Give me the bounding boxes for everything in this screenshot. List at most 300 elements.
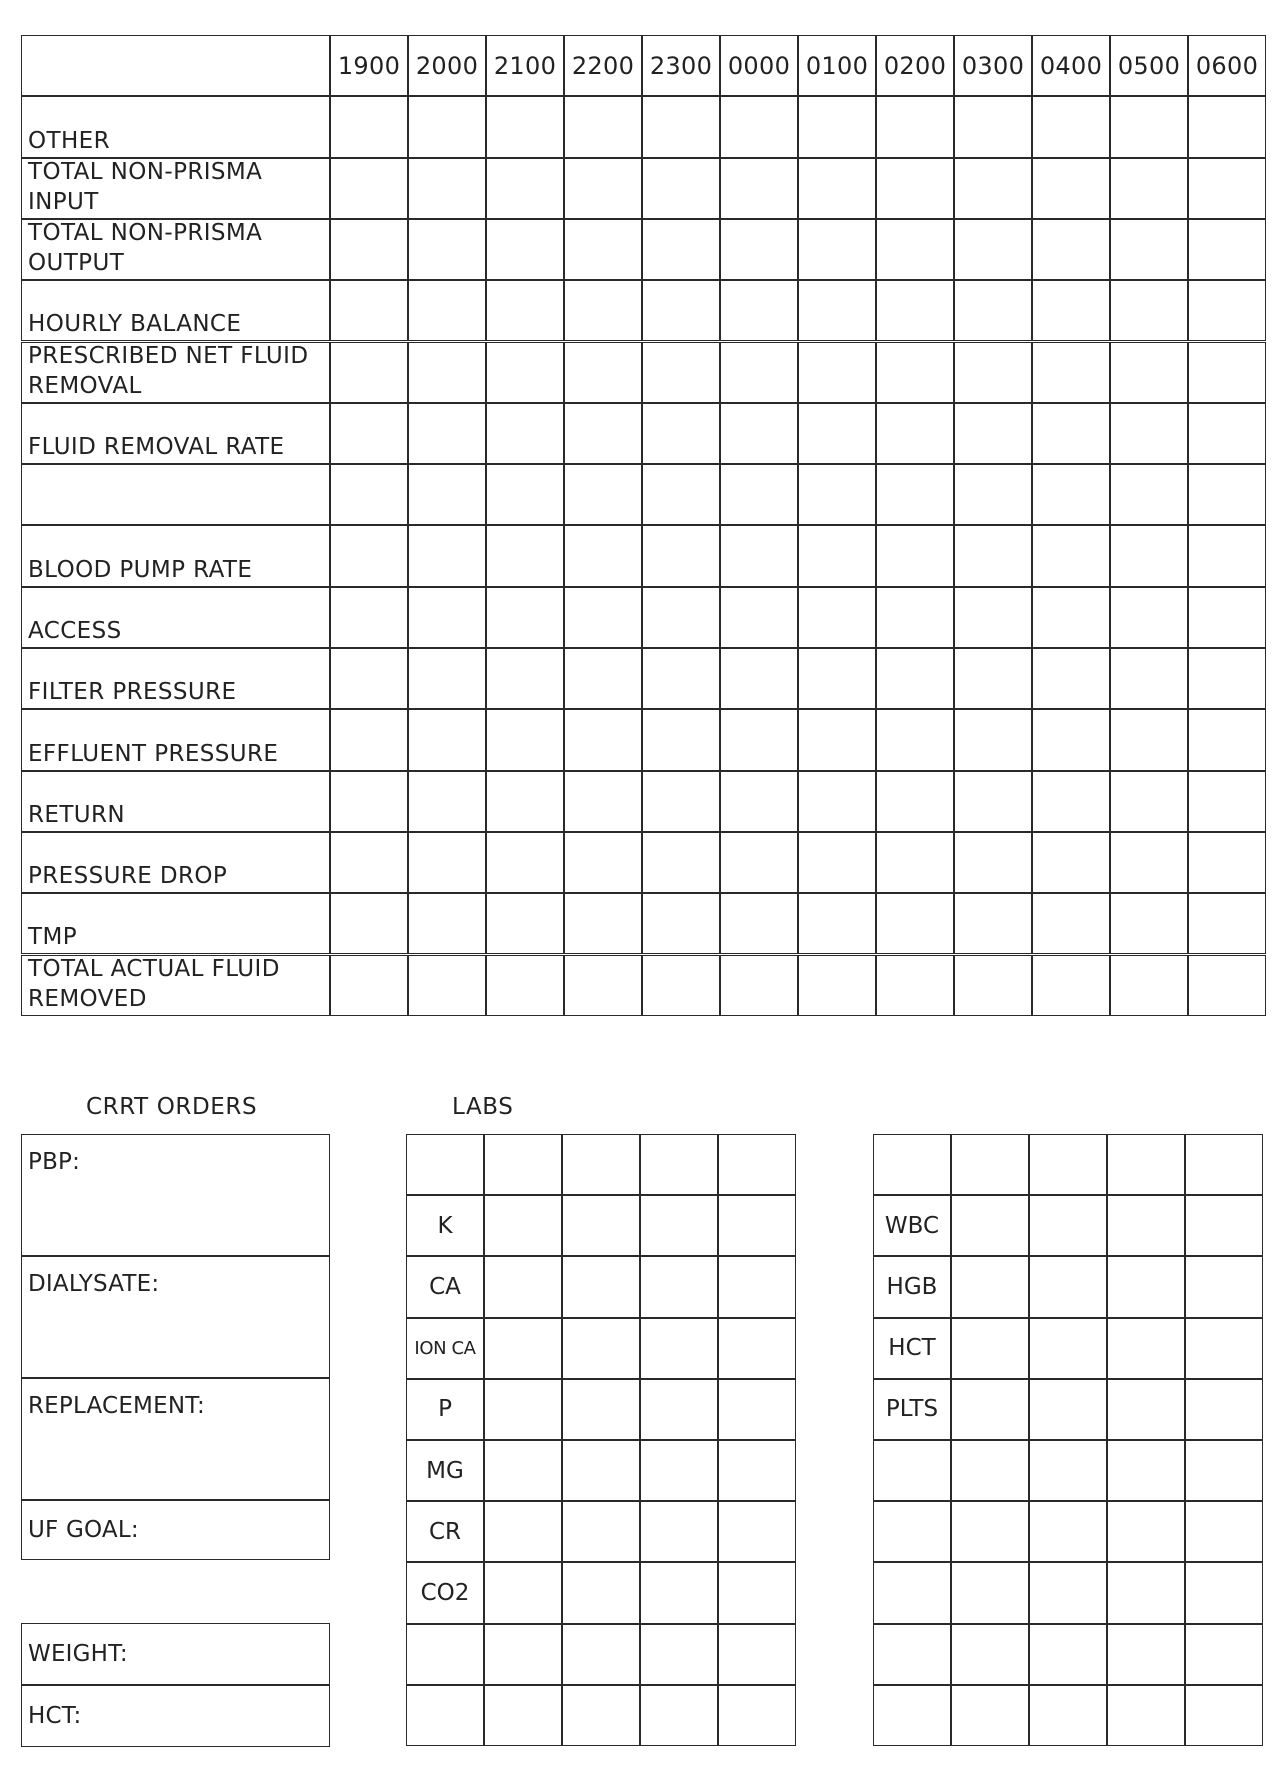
- heme-lab-value-hgb-1[interactable]: [951, 1256, 1029, 1317]
- entry-cell-total-non-prisma-output-0300[interactable]: [954, 219, 1032, 280]
- heme-lab-value-wbc-2[interactable]: [1029, 1195, 1107, 1256]
- entry-cell-effluent-pressure-0400[interactable]: [1032, 709, 1110, 770]
- entry-cell-prescribed-net-fluid-removal-0100[interactable]: [798, 342, 876, 403]
- chem-lab-value-blank-9-3[interactable]: [640, 1685, 718, 1746]
- chem-lab-value-k-4[interactable]: [718, 1195, 796, 1256]
- entry-cell-access-2000[interactable]: [408, 587, 486, 648]
- entry-cell-access-0100[interactable]: [798, 587, 876, 648]
- chem-lab-value-blank-0-2[interactable]: [562, 1134, 640, 1195]
- entry-cell-pressure-drop-2000[interactable]: [408, 832, 486, 893]
- heme-lab-label-blank-6: [873, 1501, 951, 1562]
- entry-cell-filter-pressure-0400[interactable]: [1032, 648, 1110, 709]
- entry-cell-pressure-drop-0200[interactable]: [876, 832, 954, 893]
- chem-lab-value-ca-3[interactable]: [640, 1256, 718, 1317]
- entry-cell-hourly-balance-2300[interactable]: [642, 280, 720, 341]
- entry-cell-prescribed-net-fluid-removal-0000[interactable]: [720, 342, 798, 403]
- entry-cell-blood-pump-rate-0000[interactable]: [720, 525, 798, 586]
- entry-cell-fluid-removal-rate-0200[interactable]: [876, 403, 954, 464]
- chem-lab-value-ion-ca-2[interactable]: [562, 1318, 640, 1379]
- chem-lab-value-blank-0-4[interactable]: [718, 1134, 796, 1195]
- chem-lab-label-p: P: [406, 1379, 484, 1440]
- chem-lab-label-blank-0: [406, 1134, 484, 1195]
- hour-header-0000: 0000: [720, 35, 798, 96]
- row-label-pressure-drop: PRESSURE DROP: [21, 832, 330, 893]
- entry-cell-effluent-pressure-2200[interactable]: [564, 709, 642, 770]
- heme-lab-value-blank-7-1[interactable]: [951, 1562, 1029, 1623]
- entry-cell-tmp-2000[interactable]: [408, 893, 486, 954]
- heme-lab-value-blank-0-1[interactable]: [951, 1134, 1029, 1195]
- chem-lab-value-co2-3[interactable]: [640, 1562, 718, 1623]
- chem-lab-value-blank-9-4[interactable]: [718, 1685, 796, 1746]
- entry-cell-total-actual-fluid-removed-0000[interactable]: [720, 955, 798, 1016]
- entry-cell-other-1900[interactable]: [330, 96, 408, 157]
- entry-cell-total-non-prisma-input-2100[interactable]: [486, 158, 564, 219]
- entry-cell-return-0100[interactable]: [798, 771, 876, 832]
- entry-cell-hourly-balance-0100[interactable]: [798, 280, 876, 341]
- entry-cell-return-0000[interactable]: [720, 771, 798, 832]
- heme-lab-value-plts-1[interactable]: [951, 1379, 1029, 1440]
- chem-lab-value-ion-ca-1[interactable]: [484, 1318, 562, 1379]
- heme-lab-value-blank-7-3[interactable]: [1107, 1562, 1185, 1623]
- chem-lab-label-k: K: [406, 1195, 484, 1256]
- entry-cell-other-0600[interactable]: [1188, 96, 1266, 157]
- chem-lab-value-ion-ca-4[interactable]: [718, 1318, 796, 1379]
- chem-lab-label-mg: MG: [406, 1440, 484, 1501]
- entry-cell-effluent-pressure-0000[interactable]: [720, 709, 798, 770]
- chem-lab-value-cr-1[interactable]: [484, 1501, 562, 1562]
- entry-cell-total-actual-fluid-removed-2200[interactable]: [564, 955, 642, 1016]
- row-label-total-non-prisma-output: TOTAL NON-PRISMA OUTPUT: [21, 219, 330, 280]
- entry-cell-return-1900[interactable]: [330, 771, 408, 832]
- entry-cell-other-2200[interactable]: [564, 96, 642, 157]
- entry-cell-blank-0000[interactable]: [720, 464, 798, 525]
- entry-cell-total-actual-fluid-removed-0100[interactable]: [798, 955, 876, 1016]
- entry-cell-blank-2200[interactable]: [564, 464, 642, 525]
- entry-cell-total-actual-fluid-removed-0400[interactable]: [1032, 955, 1110, 1016]
- entry-cell-prescribed-net-fluid-removal-2200[interactable]: [564, 342, 642, 403]
- entry-cell-return-0300[interactable]: [954, 771, 1032, 832]
- entry-cell-tmp-0400[interactable]: [1032, 893, 1110, 954]
- heme-lab-value-blank-8-1[interactable]: [951, 1624, 1029, 1685]
- entry-cell-total-non-prisma-input-0400[interactable]: [1032, 158, 1110, 219]
- entry-cell-blood-pump-rate-0200[interactable]: [876, 525, 954, 586]
- heme-lab-value-plts-3[interactable]: [1107, 1379, 1185, 1440]
- entry-cell-prescribed-net-fluid-removal-0400[interactable]: [1032, 342, 1110, 403]
- heme-lab-value-blank-5-4[interactable]: [1185, 1440, 1263, 1501]
- chem-lab-value-co2-2[interactable]: [562, 1562, 640, 1623]
- heme-lab-value-blank-5-1[interactable]: [951, 1440, 1029, 1501]
- entry-cell-total-non-prisma-input-0100[interactable]: [798, 158, 876, 219]
- chem-lab-value-cr-2[interactable]: [562, 1501, 640, 1562]
- entry-cell-prescribed-net-fluid-removal-1900[interactable]: [330, 342, 408, 403]
- entry-cell-blood-pump-rate-0600[interactable]: [1188, 525, 1266, 586]
- heme-lab-value-hgb-4[interactable]: [1185, 1256, 1263, 1317]
- heme-lab-value-blank-9-2[interactable]: [1029, 1685, 1107, 1746]
- entry-cell-filter-pressure-1900[interactable]: [330, 648, 408, 709]
- entry-cell-other-0300[interactable]: [954, 96, 1032, 157]
- chem-lab-value-cr-3[interactable]: [640, 1501, 718, 1562]
- entry-cell-filter-pressure-2300[interactable]: [642, 648, 720, 709]
- entry-cell-total-non-prisma-input-0300[interactable]: [954, 158, 1032, 219]
- entry-cell-prescribed-net-fluid-removal-2100[interactable]: [486, 342, 564, 403]
- entry-cell-tmp-0100[interactable]: [798, 893, 876, 954]
- hour-header-2100: 2100: [486, 35, 564, 96]
- entry-cell-hourly-balance-0300[interactable]: [954, 280, 1032, 341]
- chem-lab-value-blank-8-2[interactable]: [562, 1624, 640, 1685]
- heme-lab-value-plts-4[interactable]: [1185, 1379, 1263, 1440]
- entry-cell-total-non-prisma-input-0000[interactable]: [720, 158, 798, 219]
- entry-cell-blood-pump-rate-2000[interactable]: [408, 525, 486, 586]
- chem-lab-value-blank-8-1[interactable]: [484, 1624, 562, 1685]
- heme-lab-value-blank-9-3[interactable]: [1107, 1685, 1185, 1746]
- entry-cell-filter-pressure-0600[interactable]: [1188, 648, 1266, 709]
- entry-cell-filter-pressure-2200[interactable]: [564, 648, 642, 709]
- entry-cell-total-non-prisma-input-2300[interactable]: [642, 158, 720, 219]
- entry-cell-effluent-pressure-0300[interactable]: [954, 709, 1032, 770]
- entry-cell-blood-pump-rate-0500[interactable]: [1110, 525, 1188, 586]
- entry-cell-pressure-drop-0100[interactable]: [798, 832, 876, 893]
- chem-lab-value-cr-4[interactable]: [718, 1501, 796, 1562]
- entry-cell-prescribed-net-fluid-removal-2300[interactable]: [642, 342, 720, 403]
- row-label-prescribed-net-fluid-removal: PRESCRIBED NET FLUID REMOVAL: [21, 342, 330, 403]
- heme-lab-value-blank-8-4[interactable]: [1185, 1624, 1263, 1685]
- entry-cell-fluid-removal-rate-0500[interactable]: [1110, 403, 1188, 464]
- entry-cell-hourly-balance-0000[interactable]: [720, 280, 798, 341]
- entry-cell-blank-1900[interactable]: [330, 464, 408, 525]
- hour-header-0500: 0500: [1110, 35, 1188, 96]
- entry-cell-return-0600[interactable]: [1188, 771, 1266, 832]
- chem-lab-value-k-2[interactable]: [562, 1195, 640, 1256]
- entry-cell-total-non-prisma-input-0200[interactable]: [876, 158, 954, 219]
- entry-cell-pressure-drop-2100[interactable]: [486, 832, 564, 893]
- entry-cell-blood-pump-rate-2300[interactable]: [642, 525, 720, 586]
- chem-lab-value-blank-0-1[interactable]: [484, 1134, 562, 1195]
- entry-cell-tmp-2100[interactable]: [486, 893, 564, 954]
- hour-header-2200: 2200: [564, 35, 642, 96]
- heme-lab-value-wbc-1[interactable]: [951, 1195, 1029, 1256]
- entry-cell-blood-pump-rate-0400[interactable]: [1032, 525, 1110, 586]
- chem-lab-value-mg-1[interactable]: [484, 1440, 562, 1501]
- chem-lab-value-k-1[interactable]: [484, 1195, 562, 1256]
- entry-cell-blank-0400[interactable]: [1032, 464, 1110, 525]
- entry-cell-return-0400[interactable]: [1032, 771, 1110, 832]
- entry-cell-effluent-pressure-0200[interactable]: [876, 709, 954, 770]
- chem-lab-value-ion-ca-3[interactable]: [640, 1318, 718, 1379]
- entry-cell-total-actual-fluid-removed-0200[interactable]: [876, 955, 954, 1016]
- entry-cell-total-non-prisma-output-1900[interactable]: [330, 219, 408, 280]
- hour-header-0300: 0300: [954, 35, 1032, 96]
- entry-cell-total-non-prisma-input-2000[interactable]: [408, 158, 486, 219]
- entry-cell-access-0500[interactable]: [1110, 587, 1188, 648]
- entry-cell-filter-pressure-2000[interactable]: [408, 648, 486, 709]
- entry-cell-access-2300[interactable]: [642, 587, 720, 648]
- entry-cell-pressure-drop-0500[interactable]: [1110, 832, 1188, 893]
- chem-lab-label-ion-ca: ION CA: [406, 1318, 484, 1379]
- order-field-replacement[interactable]: REPLACEMENT:: [21, 1378, 330, 1500]
- heme-lab-label-plts: PLTS: [873, 1379, 951, 1440]
- entry-cell-total-non-prisma-input-2200[interactable]: [564, 158, 642, 219]
- entry-cell-fluid-removal-rate-0000[interactable]: [720, 403, 798, 464]
- heme-lab-value-blank-8-2[interactable]: [1029, 1624, 1107, 1685]
- entry-cell-effluent-pressure-0500[interactable]: [1110, 709, 1188, 770]
- entry-cell-total-non-prisma-input-1900[interactable]: [330, 158, 408, 219]
- entry-cell-access-1900[interactable]: [330, 587, 408, 648]
- heme-lab-value-blank-5-3[interactable]: [1107, 1440, 1185, 1501]
- entry-cell-tmp-2300[interactable]: [642, 893, 720, 954]
- entry-cell-filter-pressure-0100[interactable]: [798, 648, 876, 709]
- heme-lab-value-blank-6-3[interactable]: [1107, 1501, 1185, 1562]
- row-label-filter-pressure: FILTER PRESSURE: [21, 648, 330, 709]
- entry-cell-prescribed-net-fluid-removal-0200[interactable]: [876, 342, 954, 403]
- heme-lab-value-blank-6-1[interactable]: [951, 1501, 1029, 1562]
- entry-cell-blank-2000[interactable]: [408, 464, 486, 525]
- heme-lab-label-blank-0: [873, 1134, 951, 1195]
- heme-lab-value-blank-6-4[interactable]: [1185, 1501, 1263, 1562]
- entry-cell-other-0500[interactable]: [1110, 96, 1188, 157]
- entry-cell-hourly-balance-0200[interactable]: [876, 280, 954, 341]
- entry-cell-filter-pressure-0000[interactable]: [720, 648, 798, 709]
- entry-cell-effluent-pressure-2100[interactable]: [486, 709, 564, 770]
- row-label-tmp: TMP: [21, 893, 330, 954]
- chem-lab-value-blank-8-3[interactable]: [640, 1624, 718, 1685]
- chem-lab-value-p-4[interactable]: [718, 1379, 796, 1440]
- entry-cell-total-non-prisma-output-0600[interactable]: [1188, 219, 1266, 280]
- entry-cell-blank-2300[interactable]: [642, 464, 720, 525]
- entry-cell-other-2100[interactable]: [486, 96, 564, 157]
- entry-cell-blank-0200[interactable]: [876, 464, 954, 525]
- row-label-blank: [21, 464, 330, 525]
- entry-cell-total-non-prisma-input-0500[interactable]: [1110, 158, 1188, 219]
- entry-cell-blank-0500[interactable]: [1110, 464, 1188, 525]
- row-label-hourly-balance: HOURLY BALANCE: [21, 280, 330, 341]
- entry-cell-return-0200[interactable]: [876, 771, 954, 832]
- entry-cell-hourly-balance-1900[interactable]: [330, 280, 408, 341]
- heme-lab-value-blank-7-4[interactable]: [1185, 1562, 1263, 1623]
- chem-lab-value-co2-1[interactable]: [484, 1562, 562, 1623]
- order-field-pbp[interactable]: PBP:: [21, 1134, 330, 1256]
- entry-cell-pressure-drop-0400[interactable]: [1032, 832, 1110, 893]
- entry-cell-filter-pressure-0500[interactable]: [1110, 648, 1188, 709]
- entry-cell-tmp-0300[interactable]: [954, 893, 1032, 954]
- row-label-blood-pump-rate: BLOOD PUMP RATE: [21, 525, 330, 586]
- heme-lab-value-hgb-3[interactable]: [1107, 1256, 1185, 1317]
- chem-lab-value-mg-2[interactable]: [562, 1440, 640, 1501]
- entry-cell-hourly-balance-2000[interactable]: [408, 280, 486, 341]
- chem-lab-value-blank-0-3[interactable]: [640, 1134, 718, 1195]
- entry-cell-blank-0300[interactable]: [954, 464, 1032, 525]
- heme-lab-value-blank-6-2[interactable]: [1029, 1501, 1107, 1562]
- entry-cell-access-0400[interactable]: [1032, 587, 1110, 648]
- entry-cell-total-non-prisma-output-0100[interactable]: [798, 219, 876, 280]
- row-label-fluid-removal-rate: FLUID REMOVAL RATE: [21, 403, 330, 464]
- entry-cell-fluid-removal-rate-0300[interactable]: [954, 403, 1032, 464]
- heme-lab-value-blank-0-2[interactable]: [1029, 1134, 1107, 1195]
- entry-cell-total-non-prisma-output-2300[interactable]: [642, 219, 720, 280]
- entry-cell-access-0200[interactable]: [876, 587, 954, 648]
- entry-cell-access-0300[interactable]: [954, 587, 1032, 648]
- entry-cell-return-2300[interactable]: [642, 771, 720, 832]
- heme-lab-value-blank-5-2[interactable]: [1029, 1440, 1107, 1501]
- heme-lab-value-hgb-2[interactable]: [1029, 1256, 1107, 1317]
- entry-cell-total-actual-fluid-removed-0300[interactable]: [954, 955, 1032, 1016]
- entry-cell-other-0400[interactable]: [1032, 96, 1110, 157]
- entry-cell-hourly-balance-2200[interactable]: [564, 280, 642, 341]
- heme-lab-value-blank-9-1[interactable]: [951, 1685, 1029, 1746]
- order-field-dialysate[interactable]: DIALYSATE:: [21, 1256, 330, 1378]
- entry-cell-effluent-pressure-0100[interactable]: [798, 709, 876, 770]
- heme-lab-value-blank-0-4[interactable]: [1185, 1134, 1263, 1195]
- entry-cell-total-actual-fluid-removed-0600[interactable]: [1188, 955, 1266, 1016]
- entry-cell-blank-0100[interactable]: [798, 464, 876, 525]
- entry-cell-pressure-drop-1900[interactable]: [330, 832, 408, 893]
- entry-cell-prescribed-net-fluid-removal-2000[interactable]: [408, 342, 486, 403]
- row-label-other: OTHER: [21, 96, 330, 157]
- entry-cell-hourly-balance-0400[interactable]: [1032, 280, 1110, 341]
- chem-lab-label-co2: CO2: [406, 1562, 484, 1623]
- entry-cell-tmp-0500[interactable]: [1110, 893, 1188, 954]
- heme-lab-value-hct-3[interactable]: [1107, 1318, 1185, 1379]
- entry-cell-prescribed-net-fluid-removal-0300[interactable]: [954, 342, 1032, 403]
- entry-cell-total-actual-fluid-removed-0500[interactable]: [1110, 955, 1188, 1016]
- entry-cell-blood-pump-rate-1900[interactable]: [330, 525, 408, 586]
- entry-cell-fluid-removal-rate-1900[interactable]: [330, 403, 408, 464]
- entry-cell-fluid-removal-rate-0100[interactable]: [798, 403, 876, 464]
- entry-cell-blood-pump-rate-0100[interactable]: [798, 525, 876, 586]
- entry-cell-total-non-prisma-output-2200[interactable]: [564, 219, 642, 280]
- chem-lab-value-mg-4[interactable]: [718, 1440, 796, 1501]
- entry-cell-blood-pump-rate-2200[interactable]: [564, 525, 642, 586]
- entry-cell-total-actual-fluid-removed-2300[interactable]: [642, 955, 720, 1016]
- chem-lab-value-p-3[interactable]: [640, 1379, 718, 1440]
- entry-cell-tmp-0000[interactable]: [720, 893, 798, 954]
- entry-cell-filter-pressure-0200[interactable]: [876, 648, 954, 709]
- chem-lab-value-k-3[interactable]: [640, 1195, 718, 1256]
- heme-lab-value-wbc-3[interactable]: [1107, 1195, 1185, 1256]
- order-field-weight[interactable]: WEIGHT:: [21, 1623, 330, 1685]
- entry-cell-blank-0600[interactable]: [1188, 464, 1266, 525]
- heme-lab-value-hct-4[interactable]: [1185, 1318, 1263, 1379]
- entry-cell-tmp-1900[interactable]: [330, 893, 408, 954]
- entry-cell-fluid-removal-rate-2300[interactable]: [642, 403, 720, 464]
- heme-lab-value-blank-7-2[interactable]: [1029, 1562, 1107, 1623]
- entry-cell-hourly-balance-0600[interactable]: [1188, 280, 1266, 341]
- entry-cell-fluid-removal-rate-2200[interactable]: [564, 403, 642, 464]
- heme-lab-value-blank-8-3[interactable]: [1107, 1624, 1185, 1685]
- hour-header-2300: 2300: [642, 35, 720, 96]
- heme-lab-value-blank-9-4[interactable]: [1185, 1685, 1263, 1746]
- chem-lab-value-co2-4[interactable]: [718, 1562, 796, 1623]
- entry-cell-fluid-removal-rate-2000[interactable]: [408, 403, 486, 464]
- heme-lab-value-plts-2[interactable]: [1029, 1379, 1107, 1440]
- entry-cell-total-actual-fluid-removed-2000[interactable]: [408, 955, 486, 1016]
- entry-cell-prescribed-net-fluid-removal-0600[interactable]: [1188, 342, 1266, 403]
- entry-cell-tmp-0600[interactable]: [1188, 893, 1266, 954]
- heme-lab-value-hct-1[interactable]: [951, 1318, 1029, 1379]
- entry-cell-other-0100[interactable]: [798, 96, 876, 157]
- entry-cell-pressure-drop-2300[interactable]: [642, 832, 720, 893]
- entry-cell-access-0600[interactable]: [1188, 587, 1266, 648]
- chem-lab-value-ca-2[interactable]: [562, 1256, 640, 1317]
- entry-cell-effluent-pressure-0600[interactable]: [1188, 709, 1266, 770]
- entry-cell-fluid-removal-rate-2100[interactable]: [486, 403, 564, 464]
- heme-lab-value-hct-2[interactable]: [1029, 1318, 1107, 1379]
- entry-cell-total-non-prisma-output-0200[interactable]: [876, 219, 954, 280]
- entry-cell-pressure-drop-0000[interactable]: [720, 832, 798, 893]
- hour-header-0200: 0200: [876, 35, 954, 96]
- entry-cell-total-non-prisma-output-2100[interactable]: [486, 219, 564, 280]
- chem-lab-value-blank-8-4[interactable]: [718, 1624, 796, 1685]
- entry-cell-pressure-drop-0600[interactable]: [1188, 832, 1266, 893]
- entry-cell-total-actual-fluid-removed-1900[interactable]: [330, 955, 408, 1016]
- entry-cell-tmp-2200[interactable]: [564, 893, 642, 954]
- chem-lab-label-blank-8: [406, 1624, 484, 1685]
- chem-lab-value-ca-4[interactable]: [718, 1256, 796, 1317]
- entry-cell-access-0000[interactable]: [720, 587, 798, 648]
- entry-cell-other-2300[interactable]: [642, 96, 720, 157]
- entry-cell-pressure-drop-0300[interactable]: [954, 832, 1032, 893]
- entry-cell-filter-pressure-2100[interactable]: [486, 648, 564, 709]
- entry-cell-blood-pump-rate-0300[interactable]: [954, 525, 1032, 586]
- heme-lab-value-blank-0-3[interactable]: [1107, 1134, 1185, 1195]
- row-label-total-non-prisma-input: TOTAL NON-PRISMA INPUT: [21, 158, 330, 219]
- entry-cell-effluent-pressure-2000[interactable]: [408, 709, 486, 770]
- entry-cell-effluent-pressure-1900[interactable]: [330, 709, 408, 770]
- entry-cell-other-0000[interactable]: [720, 96, 798, 157]
- entry-cell-return-0500[interactable]: [1110, 771, 1188, 832]
- heme-lab-label-blank-9: [873, 1685, 951, 1746]
- entry-cell-hourly-balance-0500[interactable]: [1110, 280, 1188, 341]
- hour-header-2000: 2000: [408, 35, 486, 96]
- heme-lab-value-wbc-4[interactable]: [1185, 1195, 1263, 1256]
- chem-lab-value-p-2[interactable]: [562, 1379, 640, 1440]
- entry-cell-blood-pump-rate-2100[interactable]: [486, 525, 564, 586]
- chem-lab-value-blank-9-1[interactable]: [484, 1685, 562, 1746]
- header-corner-cell: [21, 35, 330, 96]
- entry-cell-other-0200[interactable]: [876, 96, 954, 157]
- entry-cell-fluid-removal-rate-0600[interactable]: [1188, 403, 1266, 464]
- entry-cell-total-actual-fluid-removed-2100[interactable]: [486, 955, 564, 1016]
- row-label-return: RETURN: [21, 771, 330, 832]
- entry-cell-fluid-removal-rate-0400[interactable]: [1032, 403, 1110, 464]
- chem-lab-value-ca-1[interactable]: [484, 1256, 562, 1317]
- row-label-access: ACCESS: [21, 587, 330, 648]
- entry-cell-return-2000[interactable]: [408, 771, 486, 832]
- entry-cell-access-2100[interactable]: [486, 587, 564, 648]
- heme-lab-label-hgb: HGB: [873, 1256, 951, 1317]
- chem-lab-value-mg-3[interactable]: [640, 1440, 718, 1501]
- entry-cell-other-2000[interactable]: [408, 96, 486, 157]
- entry-cell-filter-pressure-0300[interactable]: [954, 648, 1032, 709]
- entry-cell-effluent-pressure-2300[interactable]: [642, 709, 720, 770]
- entry-cell-hourly-balance-2100[interactable]: [486, 280, 564, 341]
- entry-cell-return-2100[interactable]: [486, 771, 564, 832]
- entry-cell-tmp-0200[interactable]: [876, 893, 954, 954]
- entry-cell-total-non-prisma-output-0500[interactable]: [1110, 219, 1188, 280]
- entry-cell-total-non-prisma-output-0000[interactable]: [720, 219, 798, 280]
- entry-cell-return-2200[interactable]: [564, 771, 642, 832]
- entry-cell-total-non-prisma-input-0600[interactable]: [1188, 158, 1266, 219]
- entry-cell-total-non-prisma-output-2000[interactable]: [408, 219, 486, 280]
- entry-cell-blank-2100[interactable]: [486, 464, 564, 525]
- chem-lab-value-blank-9-2[interactable]: [562, 1685, 640, 1746]
- entry-cell-prescribed-net-fluid-removal-0500[interactable]: [1110, 342, 1188, 403]
- entry-cell-access-2200[interactable]: [564, 587, 642, 648]
- order-field-uf-goal[interactable]: UF GOAL:: [21, 1500, 330, 1560]
- chem-lab-value-p-1[interactable]: [484, 1379, 562, 1440]
- entry-cell-total-non-prisma-output-0400[interactable]: [1032, 219, 1110, 280]
- entry-cell-pressure-drop-2200[interactable]: [564, 832, 642, 893]
- order-field-hct[interactable]: HCT:: [21, 1685, 330, 1747]
